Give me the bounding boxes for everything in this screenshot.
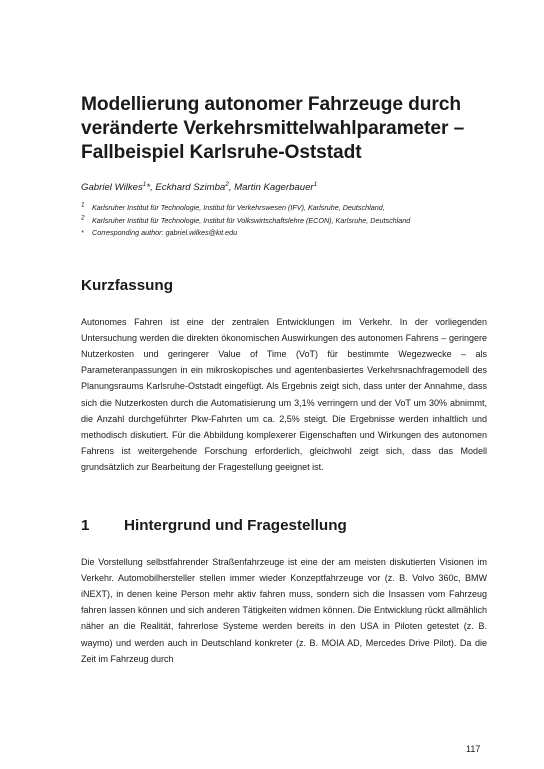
affiliation-row: [81, 215, 487, 228]
section-number: 1: [81, 516, 90, 534]
author-affil-mark: 1: [142, 180, 147, 188]
page-number: 117: [466, 744, 481, 754]
affiliation-text: Karlsruher Institut für Technologie, Institut für Volkswirtschaftslehre (ECON), Karlsruhe, Deutschland: [92, 215, 411, 225]
section-body-text: Die Vorstellung selbstfahrender Straßenfahrzeuge ist eine der am meisten diskutierten Visionen im Verkehr. Automobilhersteller stellen immer wieder Konzeptfahrzeuge vor (z. B. Volvo 360c, BMW iNEXT), in denen keine Person mehr aktiv fahren muss, sondern sich die Insassen vom Fahrzeug fahren lassen können und sich anderen Tätigkeiten widmen können. Die Entwicklung rückt allmählich näher an die Realität, fahrerlose Systeme werden bereits in den USA in Piloten getestet (z. B. waymo) und werden auch in Deutschland konkreter (z. B. MOIA AD, Mercedes Drive Pilot). Da die Zeit im Fahrzeug durch: [81, 556, 487, 664]
author-line: Gabriel Wilkes$^1$*, Eckhard Szimba$^2$, Martin Kagerbauer$^1$: [81, 180, 318, 193]
affiliations: [81, 202, 487, 240]
paper-page: [81, 93, 487, 667]
affiliation-row: [81, 202, 487, 215]
author-name: Martin Kagerbauer: [234, 182, 314, 193]
affiliation-mark: 1: [81, 201, 85, 209]
paper-title: Modellierung autonomer Fahrzeuge durch veränderte Verkehrsmittelwahlparameter – Fallbeispiel Karlsruhe-Oststadt: [81, 94, 465, 163]
affiliation-mark: 2: [81, 214, 85, 222]
corresponding-author-email[interactable]: Corresponding author: gabriel.wilkes@kit.edu: [92, 228, 238, 237]
author-name: Eckhard Szimba: [155, 182, 226, 193]
abstract-heading: Kurzfassung: [81, 276, 173, 294]
affiliation-row: [81, 227, 487, 240]
author-affil-mark: 2: [225, 180, 229, 188]
affiliation-mark: *: [81, 228, 84, 237]
affiliation-text: Karlsruher Institut für Technologie, Institut für Verkehrswesen (IFV), Karlsruhe, Deutschland,: [92, 203, 385, 212]
author-name: Gabriel Wilkes: [81, 182, 143, 193]
section-heading: [81, 516, 487, 536]
author-affil-mark: 1: [313, 180, 318, 188]
section-title: Hintergrund und Fragestellung: [124, 516, 347, 534]
corresponding-mark: *: [146, 182, 151, 193]
abstract-text: Autonomes Fahren ist eine der zentralen Entwicklungen im Verkehr. In der vorliegenden Untersuchung werden die direkten ökonomischen Auswirkungen des autonomen Fahrens – geringere Nutzerkosten und geringerer Value of Time (VoT) für bestimmte Wegezwecke – als Parameteranpassungen in ein mikroskopisches und agentenbasiertes Verkehrsnachfragemodell des Planungsraums Karlsruhe-Oststadt eingefügt. Als Ergebnis zeigt sich, dass unter der Annahme, dass sich die Nutzerkosten durch die Automatisierung um 3,1% verringern und der VoT um 30% abnimmt, die Anzahl durchgeführter Pkw-Fahrten um ca. 2,5% steigt. Die Ergebnisse werden inhaltlich und methodisch diskutiert. Für die Abbildung komplexerer Eigenschaften und Wirkungen des autonomen Fahrens ist weitergehende Forschung erforderlich, gleichwohl zeigt sich, dass das Modell grundsätzlich zur Bearbeitung der Fragestellung geeignet ist.: [81, 316, 487, 473]
